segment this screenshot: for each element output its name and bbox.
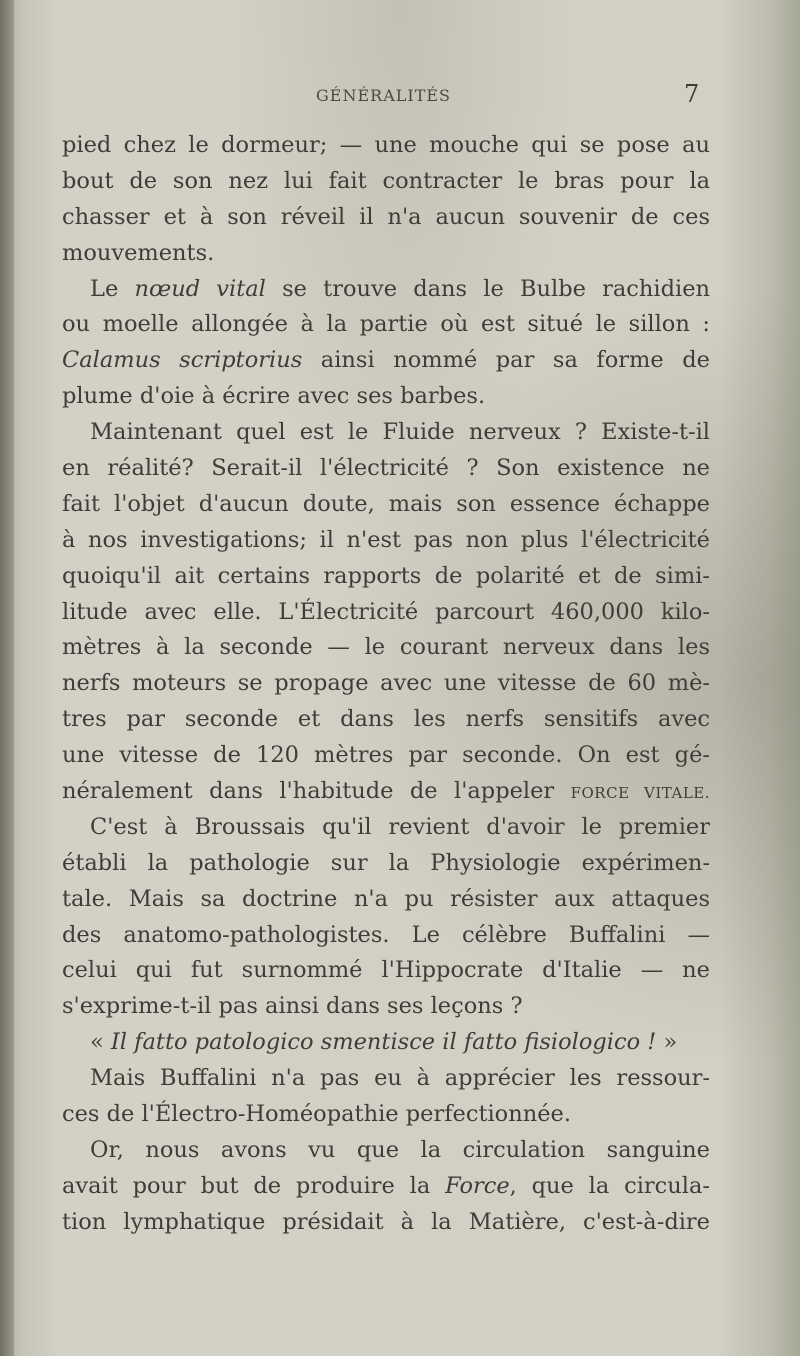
- page-binding-edge: [0, 0, 14, 1356]
- italic-term: Calamus scriptorius: [62, 347, 303, 374]
- page-number: 7: [684, 80, 700, 108]
- text-line: avait pour but de produire la Force, que la circula-: [62, 1172, 710, 1199]
- text-line: ces de l'Électro-Homéopathie perfectionnée.: [62, 1101, 571, 1128]
- text-line: bout de son nez lui fait contracter le bras pour la: [62, 167, 710, 194]
- text-line: nerfs moteurs se propage avec une vitesse de 60 mè-: [62, 670, 710, 697]
- italic-term: nœud vital: [134, 275, 266, 302]
- italic-term: Force: [445, 1172, 510, 1199]
- text-line: Or, nous avons vu que la circulation sanguine: [90, 1136, 710, 1163]
- text-line: à nos investigations; il n'est pas non plus l'électricité: [62, 526, 710, 553]
- text-line: chasser et à son réveil il n'a aucun souvenir de ces: [62, 203, 710, 230]
- text-line: fait l'objet d'aucun doute, mais son essence échappe: [62, 490, 710, 517]
- text-line: néralement dans l'habitude de l'appeler FORCE VITALE.: [62, 778, 710, 805]
- text-line: pied chez le dormeur; — une mouche qui se pose au: [62, 132, 710, 158]
- text-line: s'exprime-t-il pas ainsi dans ses leçons ?: [62, 993, 523, 1020]
- text-line: des anatomo-pathologistes. Le célèbre Buffalini —: [62, 921, 710, 948]
- page-header: [0, 80, 800, 110]
- text-line: celui qui fut surnommé l'Hippocrate d'Italie — ne: [62, 957, 710, 984]
- text-line: tres par seconde et dans les nerfs sensitifs avec: [62, 706, 710, 733]
- text-line: Mais Buffalini n'a pas eu à apprécier les ressour-: [90, 1065, 710, 1092]
- text-line: tion lymphatique présidait à la Matière, c'est-à-dire: [62, 1208, 710, 1235]
- running-head: GÉNÉRALITÉS: [316, 86, 451, 105]
- text-line: mètres à la seconde — le courant nerveux dans les: [62, 634, 710, 661]
- text-line: C'est à Broussais qu'il revient d'avoir le premier: [90, 813, 710, 840]
- text-line: établi la pathologie sur la Physiologie expérimen-: [62, 849, 710, 876]
- text-line: ou moelle allongée à la partie où est situé le sillon :: [62, 311, 710, 338]
- text-line: litude avec elle. L'Électricité parcourt 460,000 kilo-: [62, 598, 710, 625]
- text-line: tale. Mais sa doctrine n'a pu résister aux attaques: [62, 885, 710, 912]
- text-line: plume d'oie à écrire avec ses barbes.: [62, 383, 486, 410]
- body-text: [62, 128, 710, 1241]
- text-line: en réalité? Serait-il l'électricité ? Son existence ne: [62, 455, 710, 482]
- text-line: une vitesse de 120 mètres par seconde. On est gé-: [62, 742, 710, 769]
- text-line: Calamus scriptorius ainsi nommé par sa forme de: [62, 347, 710, 374]
- quotation-line: « Il fatto patologico smentisce il fatto fisiologico ! »: [90, 1029, 678, 1056]
- italic-quote: Il fatto patologico smentisce il fatto fisiologico !: [110, 1029, 657, 1056]
- text-line: Maintenant quel est le Fluide nerveux ? Existe-t-il: [90, 419, 710, 446]
- text-line: mouvements.: [62, 239, 215, 266]
- text-line: Le nœud vital se trouve dans le Bulbe rachidien: [90, 275, 710, 302]
- small-caps-term: FORCE VITALE.: [570, 784, 710, 803]
- text-line: quoiqu'il ait certains rapports de polarité et de simi-: [62, 562, 710, 589]
